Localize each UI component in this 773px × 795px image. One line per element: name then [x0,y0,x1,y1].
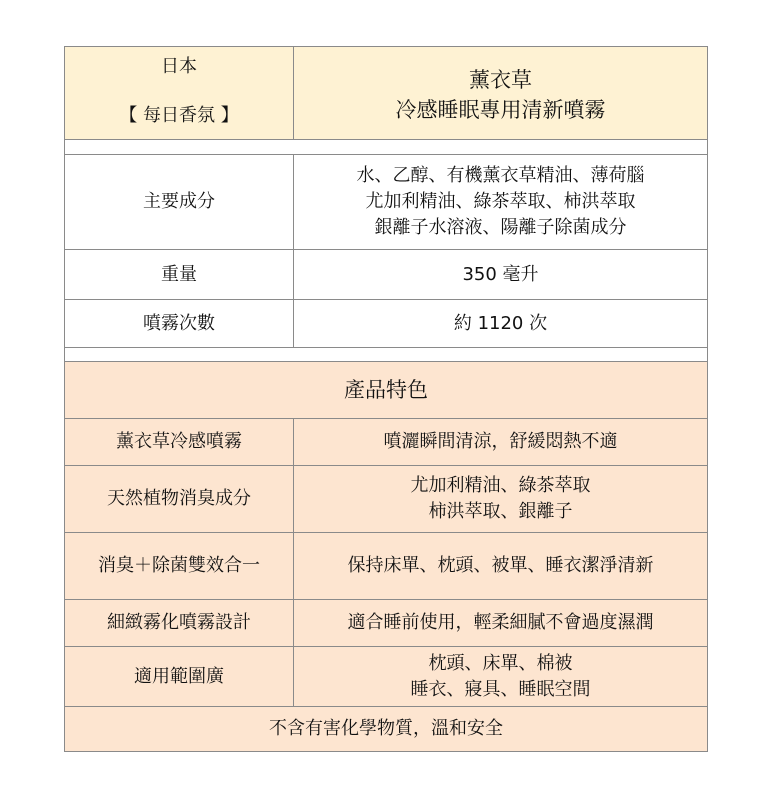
feature-label-cell [65,647,294,706]
feature-label: 天然植物消臭成分 [107,488,251,509]
feature-row [65,466,707,533]
features-title-row [65,362,707,419]
feature-value-cell [294,533,707,599]
spec-label-cell [65,250,294,299]
footer-cell [65,707,707,751]
header-left-cell [65,47,294,139]
origin-label: 日本 [161,56,197,77]
spec-value-cell [294,155,707,249]
feature-row [65,533,707,600]
product-subtitle: 冷感睡眠專用清新噴霧 [395,98,606,122]
footer-note: 不含有害化學物質，溫和安全 [269,718,503,739]
feature-row [65,600,707,647]
feature-value-cell [294,419,707,465]
spec-label-cell [65,155,294,249]
spec-row [65,155,707,250]
brand-label: 【 每日香氛 】 [119,105,239,126]
feature-value-line: 柿洪萃取、銀離子 [428,501,573,522]
spec-label: 噴霧次數 [143,312,215,334]
spec-value-line: 尤加利精油、綠茶萃取、柿洪萃取 [365,191,636,212]
feature-value-line: 睡衣、寢具、睡眠空間 [410,678,591,700]
header-right-cell [294,47,707,139]
feature-value-line: 噴灑瞬間清涼，舒緩悶熱不適 [383,431,618,452]
spec-row [65,300,707,348]
spec-value-line: 350 毫升 [462,263,539,285]
feature-label-cell [65,600,294,646]
feature-value-cell [294,466,707,532]
footer-row [65,707,707,751]
spec-value-line: 銀離子水溶液、陽離子除菌成分 [374,217,627,238]
header-row [65,47,707,140]
spec-value-cell [294,300,707,347]
feature-value-cell [294,600,707,646]
spec-label: 主要成分 [143,191,215,212]
spacer-row [65,348,707,362]
product-name: 薰衣草 [469,68,532,92]
spec-value-line: 約 1120 次 [453,312,548,334]
feature-label: 適用範圍廣 [134,665,224,687]
feature-label-cell [65,533,294,599]
feature-label: 消臭＋除菌雙效合一 [98,555,260,576]
feature-value-line: 尤加利精油、綠茶萃取 [410,475,591,496]
feature-label-cell [65,466,294,532]
feature-value-line: 保持床單、枕頭、被單、睡衣潔淨清新 [347,555,654,576]
feature-row [65,647,707,707]
spec-row [65,250,707,300]
spec-value-cell [294,250,707,299]
feature-value-line: 枕頭、床單、棉被 [428,652,573,674]
feature-label: 薰衣草冷感噴霧 [116,431,242,452]
product-spec-table [64,46,708,752]
feature-value-cell [294,647,707,706]
spec-label: 重量 [161,263,197,285]
feature-row [65,419,707,466]
spacer-row [65,140,707,155]
spec-value-line: 水、乙醇、有機薰衣草精油、薄荷腦 [356,165,645,186]
feature-label-cell [65,419,294,465]
feature-label: 細緻霧化噴霧設計 [107,612,251,633]
spec-label-cell [65,300,294,347]
features-title: 產品特色 [344,378,428,402]
feature-value-line: 適合睡前使用，輕柔細膩不會過度濕潤 [347,612,654,633]
features-title-cell [65,362,707,418]
